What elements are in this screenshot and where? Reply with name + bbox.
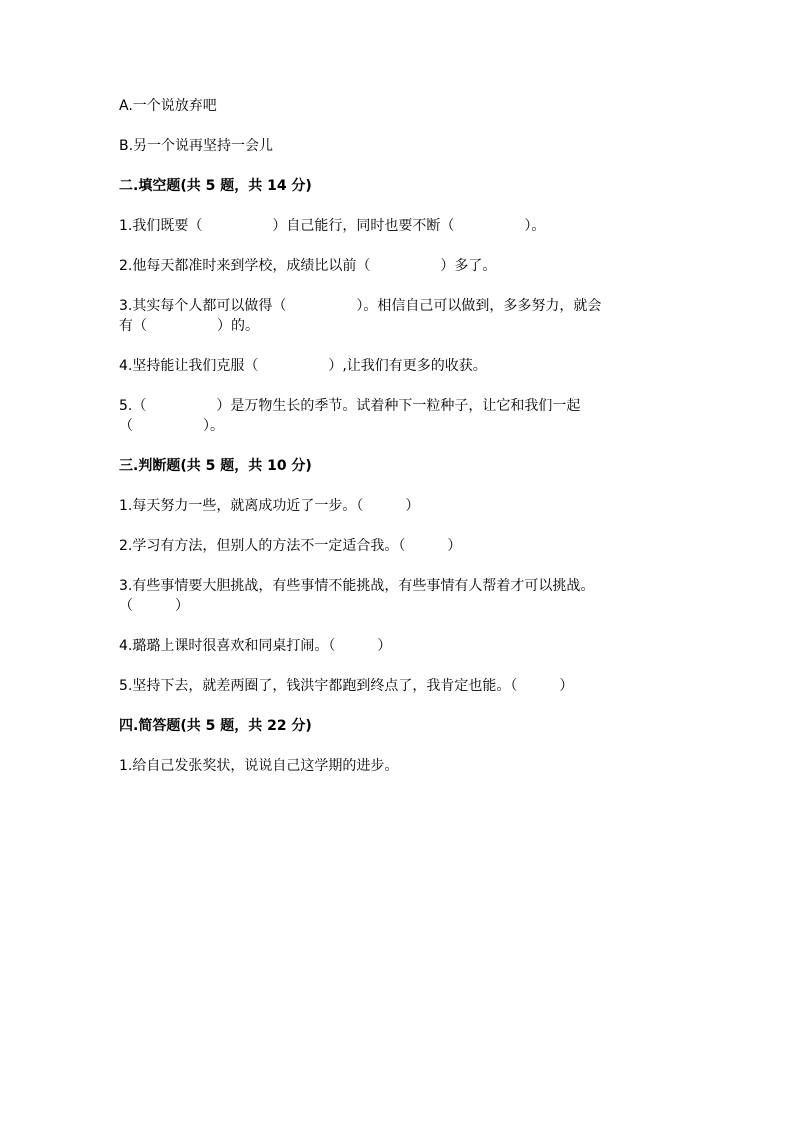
fill-question-2: 2.他每天都准时来到学校，成绩比以前（ ）多了。 bbox=[119, 258, 497, 274]
option-a: A.一个说放弃吧 bbox=[119, 98, 217, 114]
judge-question-4: 4.璐璐上课时很喜欢和同桌打闹。（ ） bbox=[119, 638, 392, 654]
section-heading-fill-in: 二.填空题(共 5 题，共 14 分) bbox=[119, 178, 312, 194]
option-b: B.另一个说再坚持一会儿 bbox=[119, 138, 274, 154]
short-answer-question-1: 1.给自己发张奖状，说说自己这学期的进步。 bbox=[119, 758, 399, 774]
fill-question-4: 4.坚持能让我们克服（ ）,让我们有更多的收获。 bbox=[119, 358, 487, 374]
judge-question-2: 2.学习有方法，但别人的方法不一定适合我。（ ） bbox=[119, 538, 462, 554]
judge-question-3-line-2: （ ） bbox=[119, 598, 189, 614]
fill-question-3-line-2: 有（ ）的。 bbox=[119, 318, 259, 334]
judge-question-3-line-1: 3.有些事情要大胆挑战，有些事情不能挑战，有些事情有人帮着才可以挑战。 bbox=[119, 578, 595, 594]
fill-question-5-line-2: （ ）。 bbox=[119, 418, 224, 434]
worksheet-page bbox=[119, 96, 679, 776]
fill-question-3-line-1: 3.其实每个人都可以做得（ ）。相信自己可以做到，多多努力，就会 bbox=[119, 298, 602, 314]
section-heading-true-false: 三.判断题(共 5 题，共 10 分) bbox=[119, 458, 312, 474]
judge-question-1: 1.每天努力一些，就离成功近了一步。（ ） bbox=[119, 498, 420, 514]
fill-question-1: 1.我们既要（ ）自己能行，同时也要不断（ ）。 bbox=[119, 218, 546, 234]
judge-question-5: 5.坚持下去，就差两圈了，钱洪宇都跑到终点了，我肯定也能。（ ） bbox=[119, 678, 574, 694]
section-heading-short-answer: 四.简答题(共 5 题，共 22 分) bbox=[119, 718, 312, 734]
fill-question-5-line-1: 5.（ ）是万物生长的季节。试着种下一粒种子，让它和我们一起 bbox=[119, 398, 581, 414]
